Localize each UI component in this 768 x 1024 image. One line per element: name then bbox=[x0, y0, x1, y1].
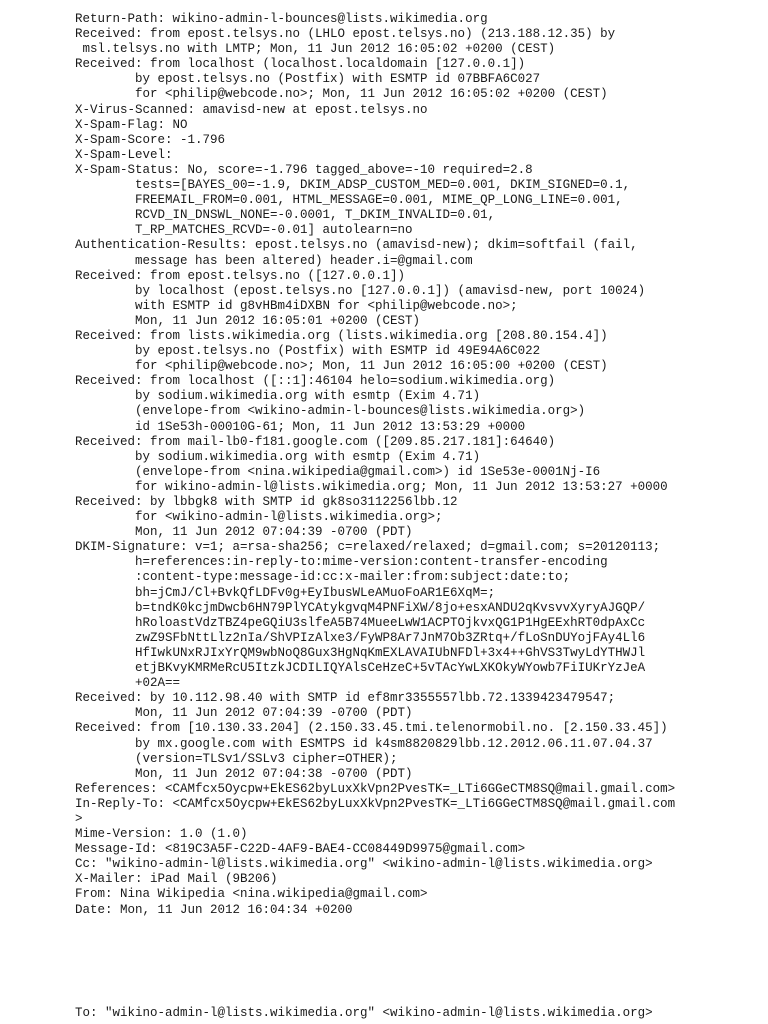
header-line: etjBKvyKMRMeRcU5ItzkJCDILIQYAlsCeHzeC+5vTAcYwLXKOkyWYowb7FiIUKrYzJeA bbox=[75, 661, 646, 676]
header-line: Mime-Version: 1.0 (1.0) bbox=[75, 827, 248, 842]
header-line: DKIM-Signature: v=1; a=rsa-sha256; c=relaxed/relaxed; d=gmail.com; s=20120113; bbox=[75, 540, 661, 555]
header-line: Authentication-Results: epost.telsys.no (amavisd-new); dkim=softfail (fail, bbox=[75, 238, 638, 253]
header-line: From: Nina Wikipedia <nina.wikipedia@gmail.com> bbox=[75, 887, 428, 902]
header-line: Received: from epost.telsys.no (LHLO epost.telsys.no) (213.188.12.35) by bbox=[75, 27, 616, 42]
header-line: (envelope-from <wikino-admin-l-bounces@lists.wikimedia.org>) bbox=[75, 404, 586, 419]
header-line: for <philip@webcode.no>; Mon, 11 Jun 2012 16:05:02 +0200 (CEST) bbox=[75, 87, 608, 102]
header-line: RCVD_IN_DNSWL_NONE=-0.0001, T_DKIM_INVALID=0.01, bbox=[75, 208, 496, 223]
header-line: Received: from [10.130.33.204] (2.150.33.45.tmi.telenormobil.no. [2.150.33.45]) bbox=[75, 721, 668, 736]
header-line: +02A== bbox=[75, 676, 181, 691]
header-line: (envelope-from <nina.wikipedia@gmail.com>) id 1Se53e-0001Nj-I6 bbox=[75, 464, 601, 479]
header-line: tests=[BAYES_00=-1.9, DKIM_ADSP_CUSTOM_MED=0.001, DKIM_SIGNED=0.1, bbox=[75, 178, 631, 193]
header-line: Return-Path: wikino-admin-l-bounces@lists.wikimedia.org bbox=[75, 12, 488, 26]
to-header-line: To: "wikino-admin-l@lists.wikimedia.org" <wikino-admin-l@lists.wikimedia.org> bbox=[75, 1006, 653, 1020]
header-line: X-Virus-Scanned: amavisd-new at epost.telsys.no bbox=[75, 102, 428, 117]
header-line: Received: by lbbgk8 with SMTP id gk8so3112256lbb.12 bbox=[75, 495, 458, 509]
header-line: (version=TLSv1/SSLv3 cipher=OTHER); bbox=[75, 751, 398, 766]
header-line: by sodium.wikimedia.org with esmtp (Exim 4.71) bbox=[75, 389, 481, 404]
header-line: for wikino-admin-l@lists.wikimedia.org; Mon, 11 Jun 2012 13:53:27 +0000 bbox=[75, 479, 668, 494]
header-line: zwZ9SFbNttLlz2nIa/ShVPIzAlxe3/FyWP8Ar7JnM7Ob3ZRtq+/fLoSnDUYojFAy4Ll6 bbox=[75, 630, 646, 645]
header-line: Mon, 11 Jun 2012 16:05:01 +0200 (CEST) bbox=[75, 313, 421, 328]
header-line: > bbox=[75, 811, 83, 826]
header-line: by epost.telsys.no (Postfix) with ESMTP id 49E94A6C022 bbox=[75, 344, 541, 359]
header-line: bh=jCmJ/Cl+BvkQfLDFv0g+EyIbusWLeAMuoFoAR1E6XqM=; bbox=[75, 585, 496, 600]
header-line: Date: Mon, 11 Jun 2012 16:04:34 +0200 bbox=[75, 902, 353, 917]
header-line: msl.telsys.no with LMTP; Mon, 11 Jun 2012 16:05:02 +0200 (CEST) bbox=[75, 42, 556, 57]
header-line: Cc: "wikino-admin-l@lists.wikimedia.org" <wikino-admin-l@lists.wikimedia.org> bbox=[75, 857, 653, 872]
header-line: X-Spam-Status: No, score=-1.796 tagged_above=-10 required=2.8 bbox=[75, 162, 533, 177]
email-headers bbox=[75, 12, 765, 918]
header-line: by epost.telsys.no (Postfix) with ESMTP id 07BBFA6C027 bbox=[75, 72, 541, 87]
header-line: In-Reply-To: <CAMfcx5Oycpw+EkES62byLuxXkVpn2PvesTK=_LTi6GGeCTM8SQ@mail.gmail.com bbox=[75, 796, 676, 811]
header-line: by localhost (epost.telsys.no [127.0.0.1]) (amavisd-new, port 10024) bbox=[75, 283, 646, 298]
header-line: Message-Id: <819C3A5F-C22D-4AF9-BAE4-CC08449D9975@gmail.com> bbox=[75, 842, 526, 857]
header-line: Mon, 11 Jun 2012 07:04:39 -0700 (PDT) bbox=[75, 706, 413, 721]
header-line: hRoloastVdzTBZ4peGQiU3slfeA5B74MueeLwW1ACPTOjkvxQG1P1HgEExhRT0dpAxCc bbox=[75, 615, 646, 630]
header-line: Mon, 11 Jun 2012 07:04:38 -0700 (PDT) bbox=[75, 766, 413, 781]
header-line: Received: from localhost (localhost.localdomain [127.0.0.1]) bbox=[75, 57, 526, 72]
header-line: Received: from lists.wikimedia.org (lists.wikimedia.org [208.80.154.4]) bbox=[75, 328, 608, 343]
header-line: Received: from mail-lb0-f181.google.com ([209.85.217.181]:64640) bbox=[75, 434, 556, 449]
header-line: FREEMAIL_FROM=0.001, HTML_MESSAGE=0.001, MIME_QP_LONG_LINE=0.001, bbox=[75, 193, 623, 208]
header-line: X-Spam-Level: bbox=[75, 147, 173, 162]
header-line: T_RP_MATCHES_RCVD=-0.01] autolearn=no bbox=[75, 223, 413, 238]
header-line: X-Mailer: iPad Mail (9B206) bbox=[75, 872, 278, 887]
header-line: X-Spam-Score: -1.796 bbox=[75, 132, 226, 147]
header-line: by mx.google.com with ESMTPS id k4sm8820829lbb.12.2012.06.11.07.04.37 bbox=[75, 736, 653, 751]
header-line: HfIwkUNxRJIxYrQM9wbNoQ8Gux3HgNqKmEXLAVAIUbNFDl+3x4++GhVS3TwyLdYTHWJl bbox=[75, 645, 646, 660]
header-line: with ESMTP id g8vHBm4iDXBN for <philip@webcode.no>; bbox=[75, 298, 518, 313]
header-line: Received: from epost.telsys.no ([127.0.0.1]) bbox=[75, 268, 406, 283]
header-line: X-Spam-Flag: NO bbox=[75, 117, 188, 132]
header-line: id 1Se53h-00010G-61; Mon, 11 Jun 2012 13:53:29 +0000 bbox=[75, 419, 526, 434]
header-line: by sodium.wikimedia.org with esmtp (Exim 4.71) bbox=[75, 449, 481, 464]
header-line: Received: from localhost ([::1]:46104 helo=sodium.wikimedia.org) bbox=[75, 374, 556, 389]
header-line: Mon, 11 Jun 2012 07:04:39 -0700 (PDT) bbox=[75, 525, 413, 540]
header-line: h=references:in-reply-to:mime-version:content-transfer-encoding bbox=[75, 555, 608, 570]
header-line: Received: by 10.112.98.40 with SMTP id ef8mr3355557lbb.72.1339423479547; bbox=[75, 691, 616, 706]
header-line: message has been altered) header.i=@gmail.com bbox=[75, 253, 473, 268]
header-line: b=tndK0kcjmDwcb6HN79PlYCAtykgvqM4PNFiXW/8jo+esxANDU2qKvsvvXyryAJGQP/ bbox=[75, 600, 646, 615]
header-line: for <wikino-admin-l@lists.wikimedia.org>; bbox=[75, 510, 443, 525]
header-line: :content-type:message-id:cc:x-mailer:from:subject:date:to; bbox=[75, 570, 571, 585]
header-line: for <philip@webcode.no>; Mon, 11 Jun 2012 16:05:00 +0200 (CEST) bbox=[75, 359, 608, 374]
header-line: References: <CAMfcx5Oycpw+EkES62byLuxXkVpn2PvesTK=_LTi6GGeCTM8SQ@mail.gmail.com> bbox=[75, 781, 676, 796]
